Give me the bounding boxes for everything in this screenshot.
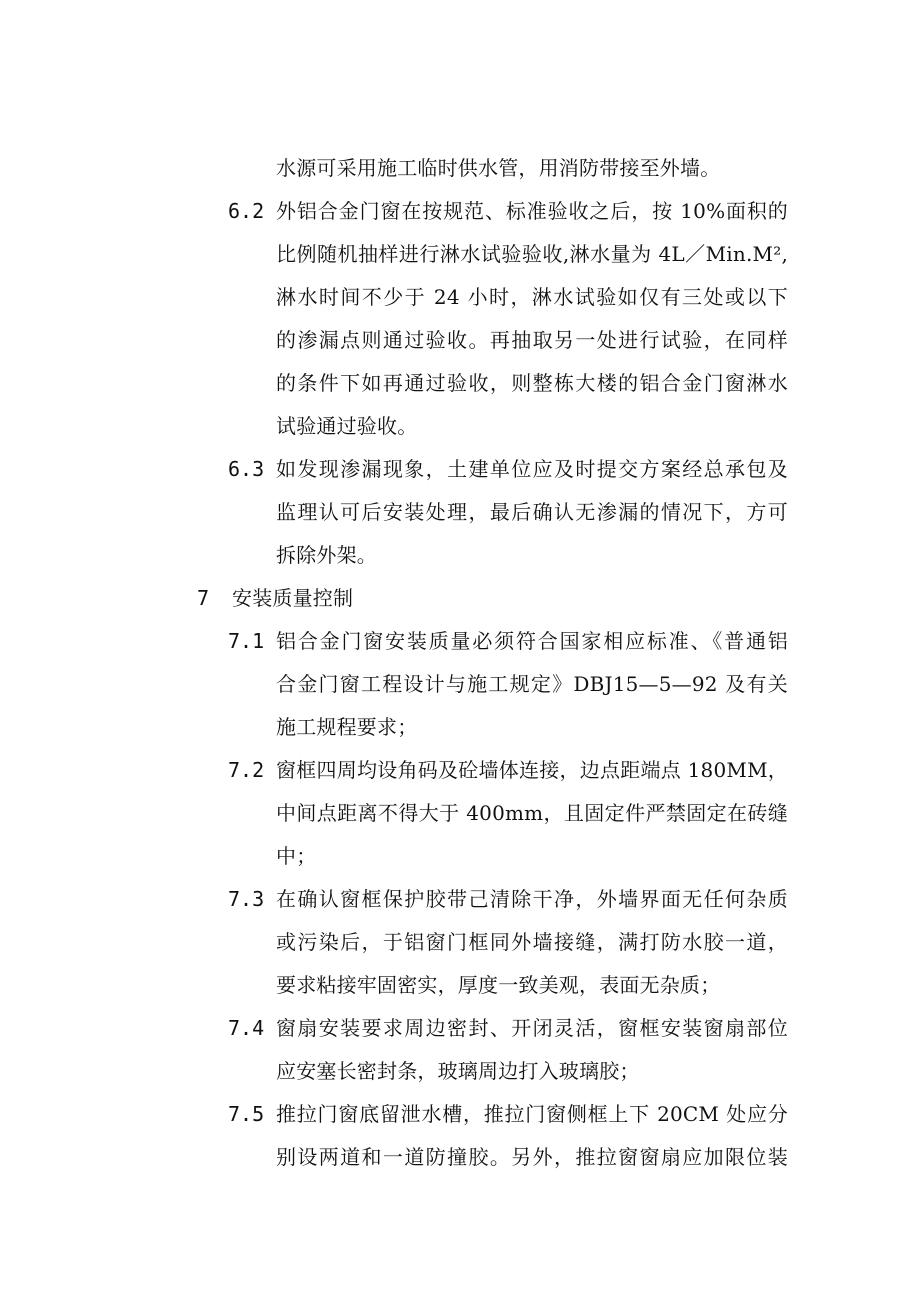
section-6-2-line-2: 比例随机抽样进行淋水试验验收,淋水量为 4L／Min.M², [276, 242, 788, 266]
section-7-5-line-2: 别设两道和一道防撞胶。另外，推拉窗窗扇应加限位装 [276, 1145, 788, 1169]
section-7-title: 安装质量控制 [232, 586, 354, 610]
section-7-1-line-2: 合金门窗工程设计与施工规定》DBJ15—5—92 及有关 [276, 672, 788, 696]
section-7-2-line-2: 中间点距离不得大于 400mm，且固定件严禁固定在砖缝 [276, 801, 788, 825]
section-number-6-2: 6.2 [228, 199, 265, 223]
section-7-3-line-1: 在确认窗框保护胶带己清除干净，外墙界面无任何杂质 [276, 887, 788, 911]
section-6-2-line-6: 试验通过验收。 [276, 414, 418, 438]
section-7-1-line-3: 施工规程要求； [276, 715, 418, 739]
section-7-1-line-1: 铝合金门窗安装质量必须符合国家相应标准、《普通铝 [276, 629, 788, 653]
section-number-7-2: 7.2 [228, 758, 265, 782]
continuation-line: 水源可采用施工临时供水管，用消防带接至外墙。 [276, 156, 721, 180]
section-7-2-line-1: 窗框四周均设角码及砼墙体连接，边点距端点 180MM， [276, 758, 788, 782]
section-7-5-line-1: 推拉门窗底留泄水槽，推拉门窗侧框上下 20CM 处应分 [276, 1102, 788, 1126]
section-7-2-line-3: 中； [276, 844, 317, 868]
section-6-2-line-3: 淋水时间不少于 24 小时，淋水试验如仅有三处或以下 [276, 285, 788, 309]
section-6-2-line-5: 的条件下如再通过验收，则整栋大楼的铝合金门窗淋水 [276, 371, 788, 395]
section-number-7-5: 7.5 [228, 1102, 265, 1126]
section-6-3-line-2: 监理认可后安装处理，最后确认无渗漏的情况下，方可 [276, 500, 788, 524]
section-6-3-line-1: 如发现渗漏现象，土建单位应及时提交方案经总承包及 [276, 457, 788, 481]
section-7-3-line-3: 要求粘接牢固密实，厚度一致美观，表面无杂质； [276, 973, 721, 997]
section-number-7-1: 7.1 [228, 629, 265, 653]
section-7-3-line-2: 或污染后，于铝窗门框同外墙接缝，满打防水胶一道， [276, 930, 788, 954]
section-7-4-line-2: 应安塞长密封条，玻璃周边打入玻璃胶； [276, 1059, 640, 1083]
section-number-7-3: 7.3 [228, 887, 265, 911]
section-6-3-line-3: 拆除外架。 [276, 543, 377, 567]
section-6-2-line-1: 外铝合金门窗在按规范、标准验收之后，按 10%面积的 [276, 199, 788, 223]
section-number-7: 7 [197, 586, 210, 610]
section-number-7-4: 7.4 [228, 1016, 265, 1040]
section-6-2-line-4: 的渗漏点则通过验收。再抽取另一处进行试验，在同样 [276, 328, 788, 352]
section-number-6-3: 6.3 [228, 457, 265, 481]
section-7-4-line-1: 窗扇安装要求周边密封、开闭灵活，窗框安装窗扇部位 [276, 1016, 788, 1040]
